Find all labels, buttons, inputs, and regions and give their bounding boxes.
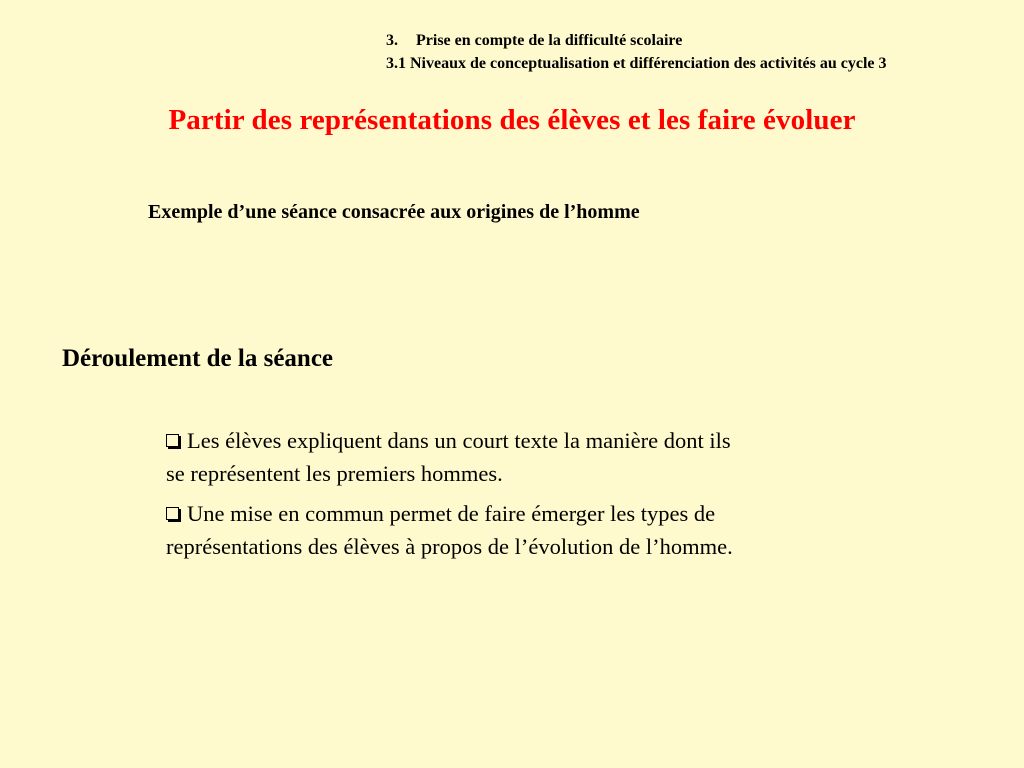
bullet-text-line-1: Les élèves expliquent dans un court texte la manière dont ils [187, 428, 731, 453]
section-heading: Déroulement de la séance [62, 345, 334, 372]
bullet-item [166, 424, 906, 490]
header-number: 3. [386, 32, 398, 49]
slide-title: Partir des représentations des élèves et les faire évoluer [168, 104, 856, 136]
bullet-item [166, 497, 906, 563]
bullet-text-line-1: Une mise en commun permet de faire émerger les types de [187, 501, 716, 526]
header-line-1 [386, 29, 887, 52]
bullet-text-line-2: représentations des élèves à propos de l’évolution de l’homme. [166, 534, 733, 559]
header-line-1-text: Prise en compte de la difficulté scolaire [416, 32, 683, 49]
checkbox-icon [166, 434, 179, 447]
header-line-2: 3.1 Niveaux de conceptualisation et différenciation des activités au cycle 3 [386, 55, 887, 72]
bullet-list [166, 424, 906, 570]
checkbox-icon [166, 507, 179, 520]
header-block [386, 29, 887, 75]
bullet-text-line-2: se représentent les premiers hommes. [166, 461, 503, 486]
slide-subtitle: Exemple d’une séance consacrée aux origines de l’homme [148, 201, 640, 223]
